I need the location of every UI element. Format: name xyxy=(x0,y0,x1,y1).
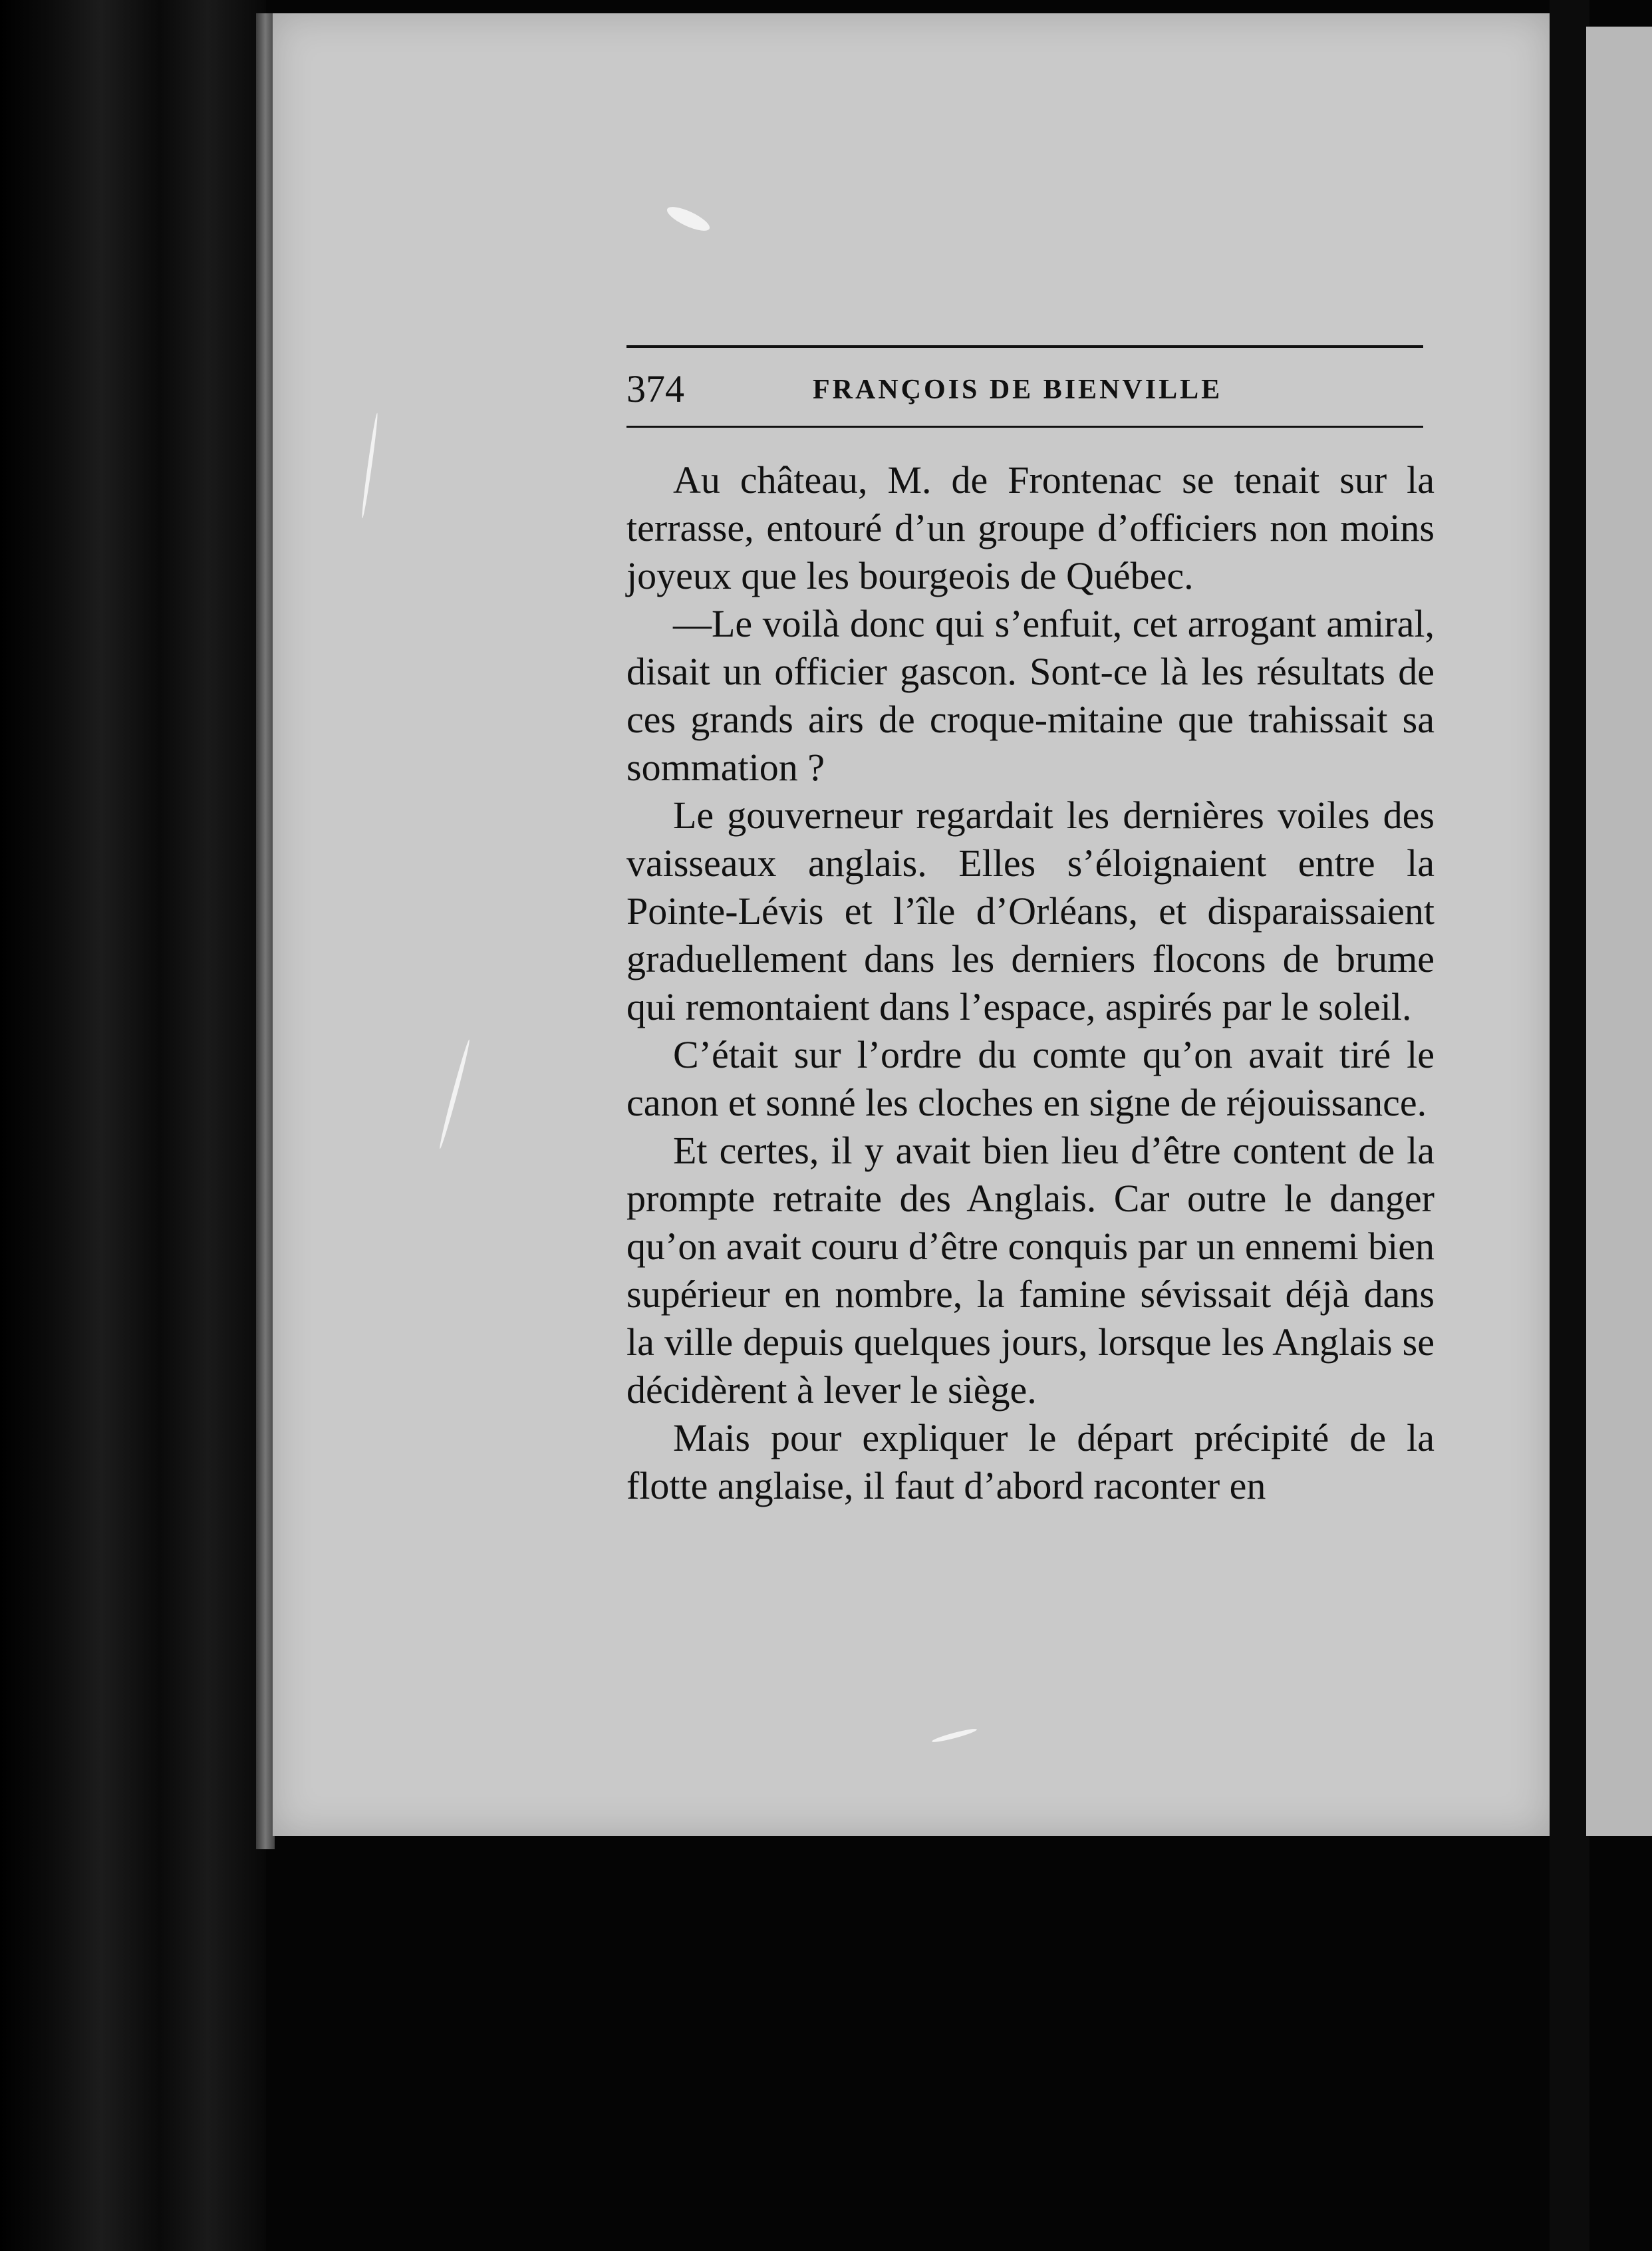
header-rule-top xyxy=(626,345,1423,348)
paragraph: —Le voilà donc qui s’enfuit, cet arrogant amiral, disait un officier gascon. Sont-ce là les résultats de ces grands airs de croque-mitaine que trahissait sa sommation ? xyxy=(626,602,1435,789)
page-number: 374 xyxy=(626,367,684,410)
page-edge xyxy=(256,13,275,1849)
running-title: FRANÇOIS DE BIENVILLE xyxy=(813,375,1223,405)
body-text xyxy=(626,456,1435,1510)
adjacent-page-edge xyxy=(1586,27,1652,1836)
paragraph: C’était sur l’ordre du comte qu’on avait tiré le canon et sonné les cloches en signe de réjouissance. xyxy=(626,1033,1435,1124)
paragraph: Le gouverneur regardait les dernières voiles des vaisseaux anglais. Elles s’éloignaient entre la Pointe-Lévis et l’île d’Orléans, et disparaissaient graduellement dans les derniers flocons de brume qui remontaient dans l’espace, aspirés par le soleil. xyxy=(626,794,1435,1028)
paragraph: Au château, M. de Frontenac se tenait sur la terrasse, entouré d’un groupe d’officiers non moins joyeux que les bourgeois de Québec. xyxy=(626,458,1435,597)
running-header xyxy=(626,366,1423,412)
book-spine xyxy=(0,0,266,2251)
paragraph: Et certes, il y avait bien lieu d’être content de la prompte retraite des Anglais. Car outre le danger qu’on avait couru d’être conquis par un ennemi bien supérieur en nombre, la famine sévissait déjà dans la ville depuis quelques jours, lorsque les Anglais se décidèrent à lever le siège. xyxy=(626,1129,1435,1412)
paragraph: Mais pour expliquer le départ précipité de la flotte anglaise, il faut d’abord raconter en xyxy=(626,1416,1435,1507)
gutter-shadow xyxy=(1550,0,1589,2251)
header-rule-bottom xyxy=(626,426,1423,428)
